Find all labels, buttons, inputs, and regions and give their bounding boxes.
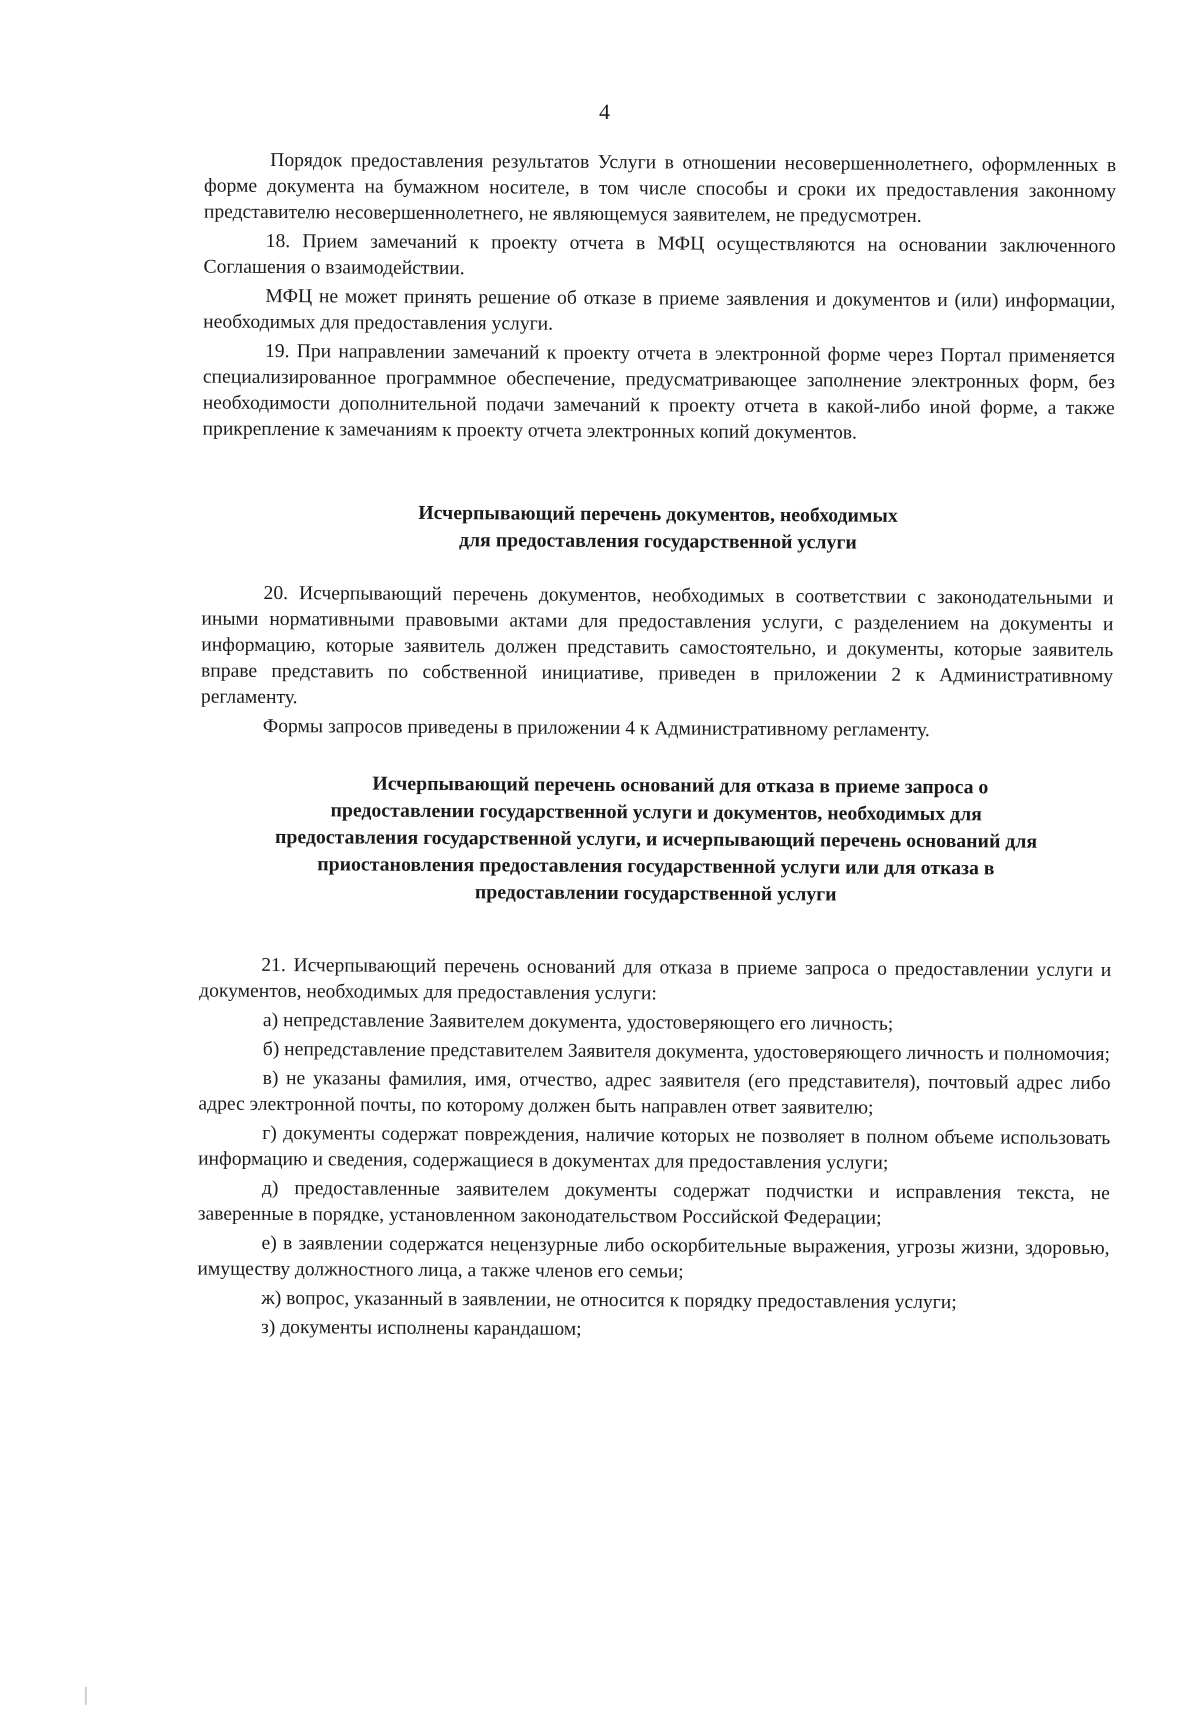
documents-section [201,581,1114,746]
heading-line: Исчерпывающий перечень оснований для отказа в приеме запроса о [372,772,989,799]
section-heading-documents [202,499,1114,559]
heading-line: предоставлении государственной услуги и документов, необходимых для [330,799,982,826]
paragraph-19: 19. При направлении замечаний к проекту отчета в электронной форме через Портал применяется специализированное программное обеспечение, предусматривающее заполнение электронных форм, без необходимости дополнительной подачи замечаний к проекту отчета в какой-либо иной форме, а также прикрепление к замечаниям к проекту отчета электронных копий документов. [202,340,1116,444]
list-item-b: б) непредставление представителем Заявителя документа, удостоверяющего личность и полномочия; [262,1038,1111,1066]
list-item-a: а) непредставление Заявителем документа, удостоверяющего его личность; [262,1009,894,1035]
document-body [197,148,1116,1347]
heading-line: приостановления предоставления государственной услуги или для отказа в [317,853,995,880]
list-item-e: е) в заявлении содержатся нецензурные либо оскорбительные выражения, угрозы жизни, здоровью, имуществу должностного лица, а также членов его семьи; [197,1232,1110,1283]
paragraph-minor-results: Порядок предоставления результатов Услуги в отношении несовершеннолетнего, оформленных в форме документа на бумажном носителе, в том числе способы и сроки их предоставления законному представителю несовершеннолетнего, не являющемуся заявителем, не предусмотрен. [203,149,1117,227]
paragraph-request-forms: Формы запросов приведены в приложении 4 к Административному регламенту. [262,715,930,742]
refusal-grounds-section [197,953,1111,1347]
list-item-zh: ж) вопрос, указанный в заявлении, не относится к порядку предоставления услуги; [261,1287,957,1314]
paragraph-mfc-refusal: МФЦ не может принять решение об отказе в приеме заявления и документов и (или) информации, необходимых для предоставления услуги. [203,285,1116,335]
scan-artifact [85,1687,87,1705]
page-number: 4 [598,98,611,125]
result-delivery-section [202,148,1116,449]
heading-line: для предоставления государственной услуги [458,529,857,554]
list-item-g: г) документы содержат повреждения, наличие которых не позволяет в полном объеме использовать информацию и сведения, содержащиеся в документах для предоставления услуги; [198,1122,1111,1174]
paragraph-18: 18. Прием замечаний к проекту отчета в МФЦ осуществляются на основании заключенного Соглашения о взаимодействии. [203,230,1116,280]
heading-line: предоставления государственной услуги, и исчерпывающий перечень оснований для [274,826,1038,853]
heading-line: предоставлении государственной услуги [474,881,837,906]
paragraph-21: 21. Исчерпывающий перечень оснований для отказа в приеме запроса о предоставлении услуги и документов, необходимых для предоставления услуги: [199,954,1112,1005]
list-item-v: в) не указаны фамилия, имя, отчество, адрес заявителя (его представителя), почтовый адрес либо адрес электронной почты, по которому должен быть направлен ответ заявителю; [198,1067,1111,1119]
section-heading-refusal-grounds [200,770,1113,911]
list-item-z: з) документы исполнены карандашом; [261,1316,582,1340]
list-item-d: д) предоставленные заявителем документы содержат подчистки и исправления текста, не заверенные в порядке, установленном законодательством Российской Федерации; [197,1177,1110,1229]
heading-line: Исчерпывающий перечень документов, необходимых [418,501,898,527]
paragraph-20: 20. Исчерпывающий перечень документов, необходимых в соответствии с законодательными и иными нормативными правовыми актами для предоставления услуги, с разделением на документы и информацию, которые заявитель должен представить самостоятельно, и документы, которые заявитель вправе представить по собственной инициативе, приведен в приложении 2 к Административному регламенту. [200,582,1114,709]
